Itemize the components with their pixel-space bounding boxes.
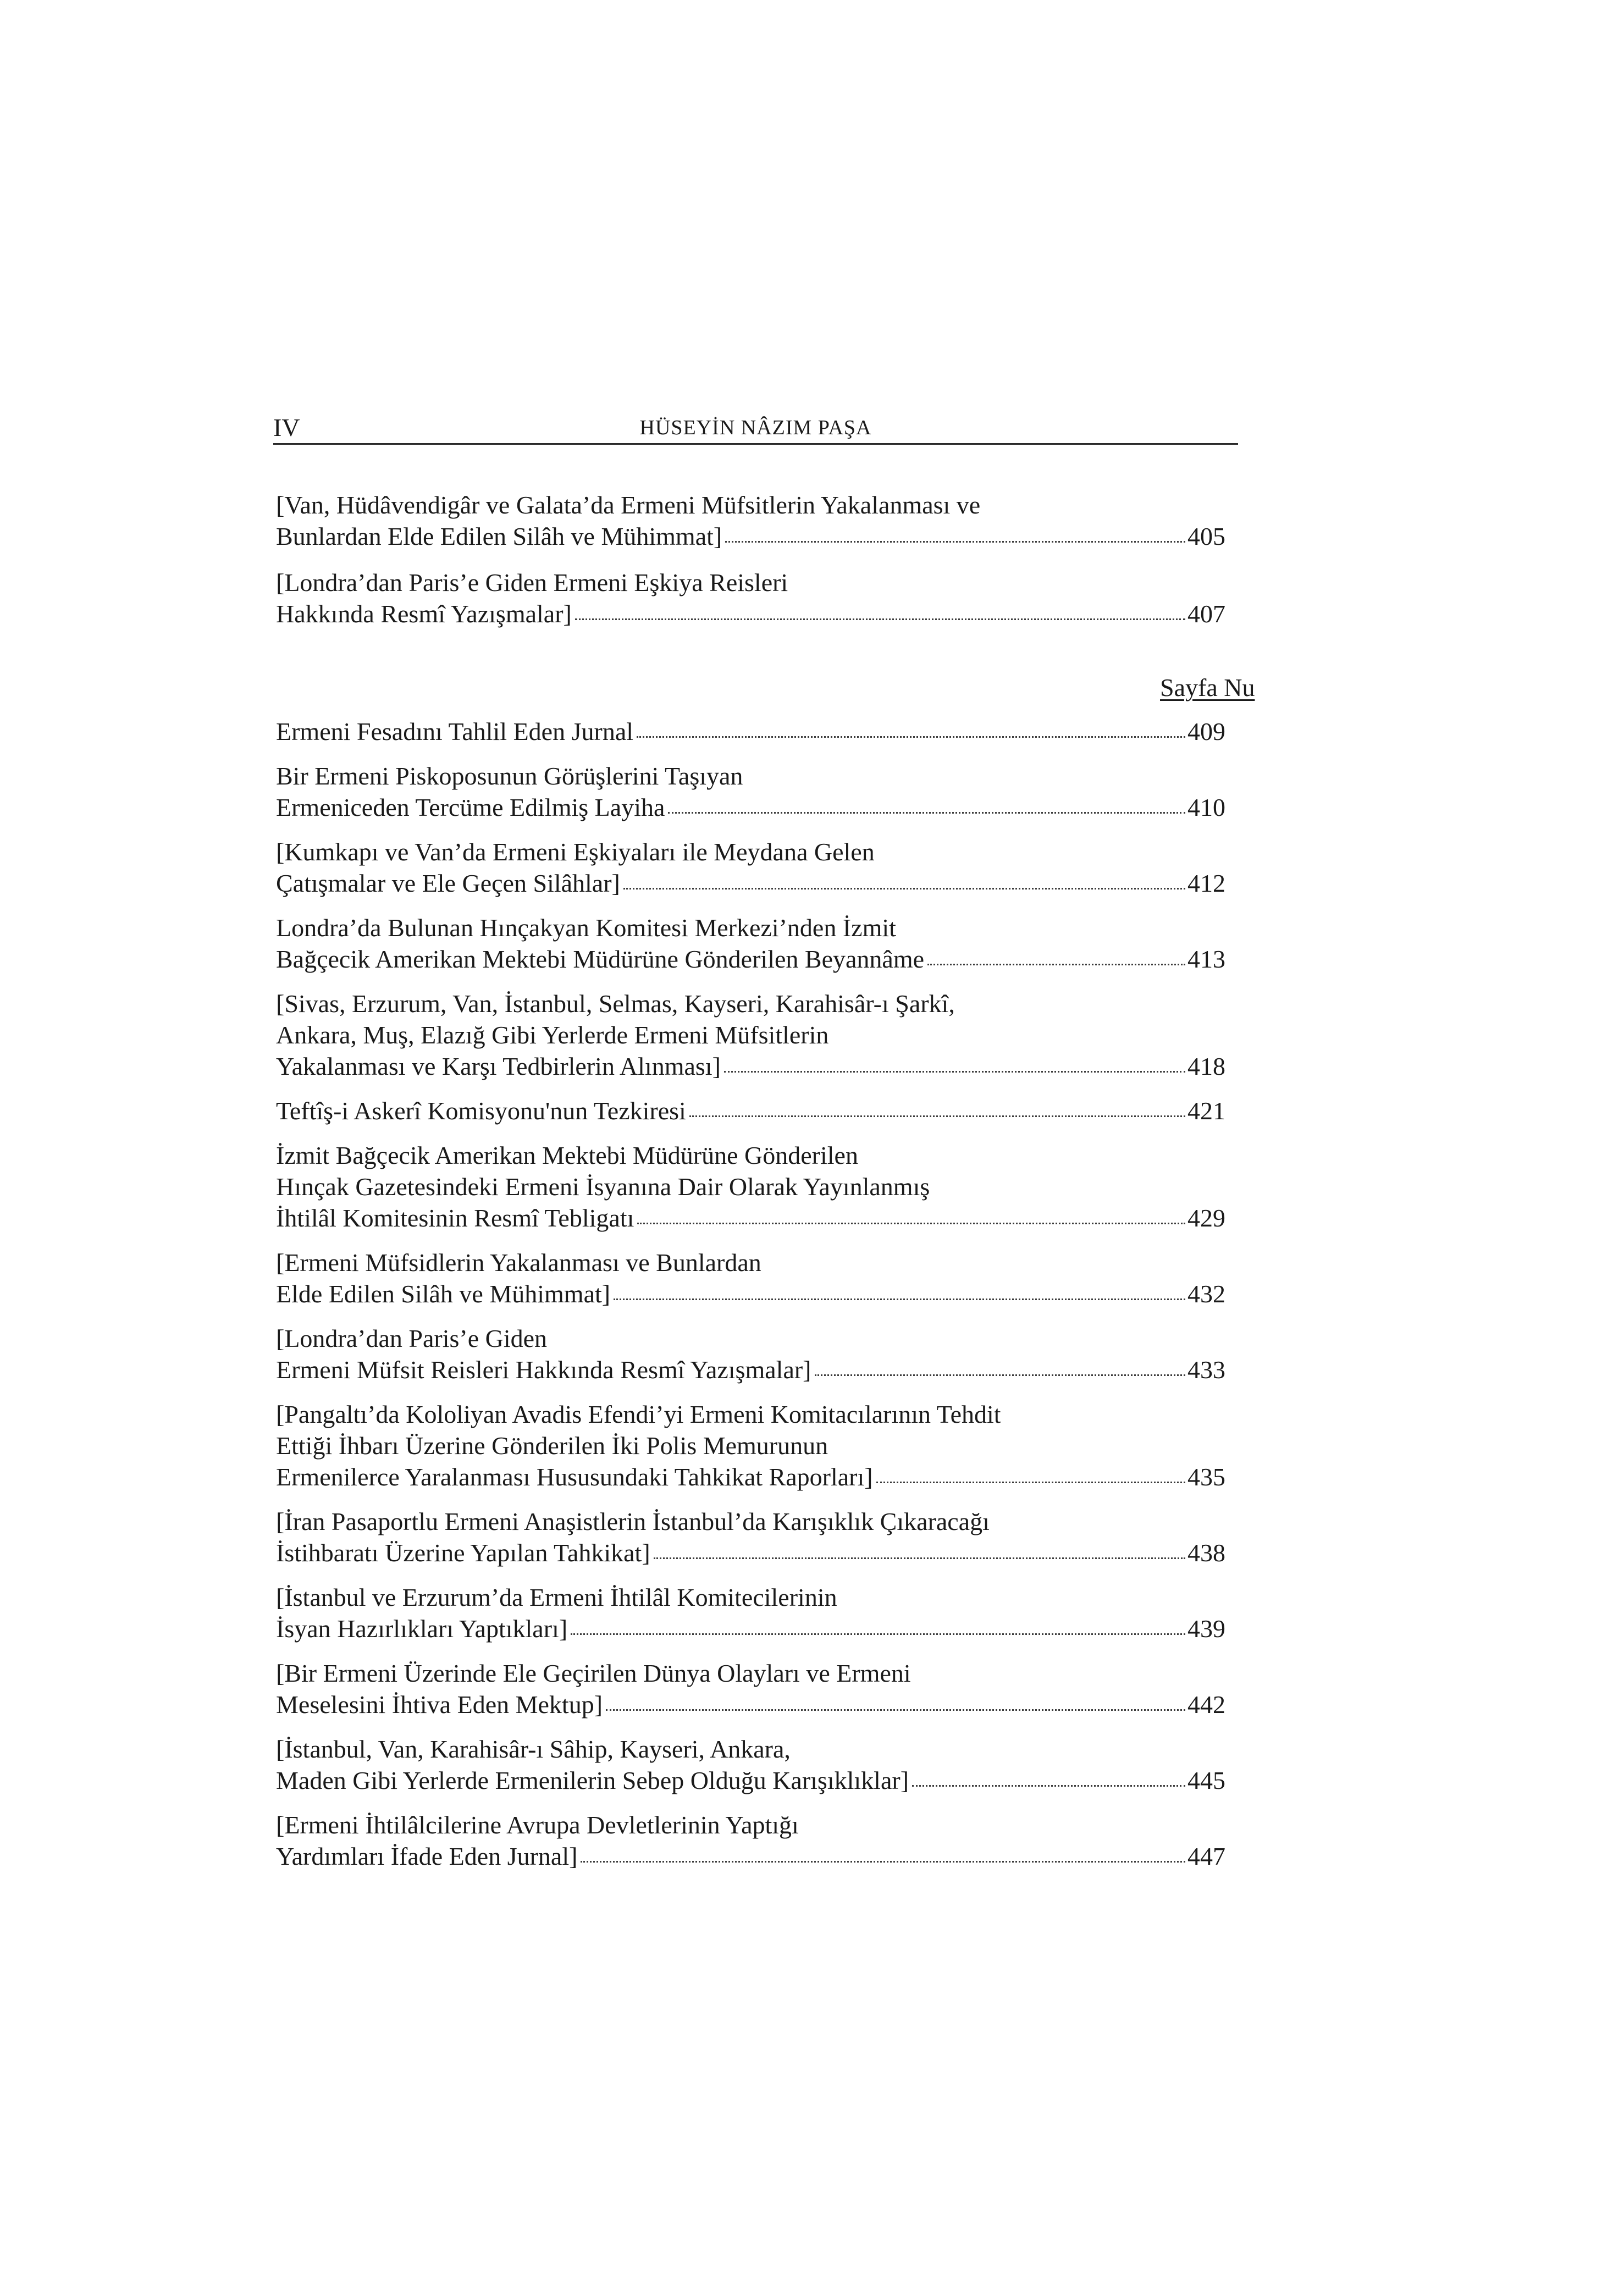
dot-leader bbox=[581, 1861, 1185, 1863]
toc-entry-title-line: [Londra’dan Paris’e Giden Ermeni Eşkiya Reisleri bbox=[276, 568, 788, 596]
toc-entry bbox=[276, 1247, 1225, 1310]
toc-entry-title-line: Ettiği İhbarı Üzerine Gönderilen İki Polis Memurunun bbox=[276, 1432, 828, 1460]
toc-entry-page-number: 435 bbox=[1187, 1463, 1225, 1491]
toc-entry-title-line: Ermeni Fesadını Tahlil Eden Jurnal bbox=[276, 717, 634, 745]
toc-entry-title-line: Ermeni Müfsit Reisleri Hakkında Resmî Yazışmalar] bbox=[276, 1356, 811, 1384]
toc-entry bbox=[276, 716, 1225, 747]
toc-entry-page-number: 405 bbox=[1187, 522, 1225, 550]
toc-entry-page-number: 439 bbox=[1187, 1615, 1225, 1643]
dot-leader bbox=[927, 964, 1185, 965]
toc-entry-title-line: [İstanbul, Van, Karahisâr-ı Sâhip, Kayseri, Ankara, bbox=[276, 1735, 791, 1763]
toc-entry-title-line: İstihbaratı Üzerine Yapılan Tahkikat] bbox=[276, 1539, 650, 1567]
toc-entry-page-number: 433 bbox=[1187, 1356, 1225, 1384]
dot-leader bbox=[637, 1223, 1185, 1224]
toc-entry bbox=[276, 489, 1225, 552]
toc-entry-final-line bbox=[276, 943, 1225, 975]
dot-leader bbox=[614, 1299, 1185, 1300]
toc-entry-final-line bbox=[276, 598, 1225, 629]
toc-entry bbox=[276, 1657, 1225, 1720]
toc-entry-page-number: 442 bbox=[1187, 1690, 1225, 1719]
running-head: HÜSEYİN NÂZIM PAŞA bbox=[639, 416, 872, 439]
toc-entry bbox=[276, 1140, 1225, 1234]
toc-entry-title-line: [Ermeni İhtilâlcilerine Avrupa Devletlerinin Yaptığı bbox=[276, 1811, 799, 1839]
toc-entry-title-line: [Van, Hüdâvendigâr ve Galata’da Ermeni Müfsitlerin Yakalanması ve bbox=[276, 491, 981, 519]
toc-entry-title-line: Bir Ermeni Piskoposunun Görüşlerini Taşıyan bbox=[276, 762, 743, 790]
toc-entry-final-line bbox=[276, 1613, 1225, 1644]
toc-entry-title-line: [Sivas, Erzurum, Van, İstanbul, Selmas, Kayseri, Karahisâr-ı Şarkî, bbox=[276, 990, 955, 1018]
toc-entry-page-number: 409 bbox=[1187, 717, 1225, 745]
toc-entry-title-line: [Londra’dan Paris’e Giden bbox=[276, 1324, 548, 1352]
dot-leader bbox=[623, 888, 1185, 889]
dot-leader bbox=[575, 618, 1185, 620]
toc-entry-title-line: Yardımları İfade Eden Jurnal] bbox=[276, 1842, 578, 1870]
toc-entry-page-number: 438 bbox=[1187, 1539, 1225, 1567]
toc-entry-title-line: Meselesini İhtiva Eden Mektup] bbox=[276, 1690, 603, 1719]
toc-entry-title-line: [Bir Ermeni Üzerinde Ele Geçirilen Dünya Olayları ve Ermeni bbox=[276, 1659, 911, 1687]
dot-leader bbox=[637, 736, 1185, 738]
toc-entry-title-line: Bağçecik Amerikan Mektebi Müdürüne Gönderilen Beyannâme bbox=[276, 945, 925, 973]
dot-leader bbox=[912, 1785, 1185, 1787]
toc-entry-page-number: 407 bbox=[1187, 600, 1225, 628]
toc-entry bbox=[276, 567, 1225, 629]
dot-leader bbox=[668, 812, 1185, 814]
toc-entry-title-line: Ermenilerce Yaralanması Hususundaki Tahkikat Raporları] bbox=[276, 1463, 873, 1491]
toc-list bbox=[276, 716, 1225, 1872]
toc-entry bbox=[276, 1582, 1225, 1644]
toc-entry-final-line bbox=[276, 1095, 1225, 1126]
toc-entry-final-line bbox=[276, 1537, 1225, 1568]
toc-entry-final-line bbox=[276, 1841, 1225, 1872]
toc-entry bbox=[276, 760, 1225, 823]
toc-entry-title-line: Hınçak Gazetesindeki Ermeni İsyanına Dair Olarak Yayınlanmış bbox=[276, 1173, 930, 1201]
dot-leader bbox=[815, 1374, 1185, 1376]
toc-entry-page-number: 410 bbox=[1187, 793, 1225, 821]
toc-entry bbox=[276, 1323, 1225, 1385]
toc-entry-title-line: [Kumkapı ve Van’da Ermeni Eşkiyaları ile Meydana Gelen bbox=[276, 838, 875, 866]
toc-entry-page-number: 445 bbox=[1187, 1766, 1225, 1794]
dot-leader bbox=[571, 1633, 1185, 1635]
toc-entry-title-line: Çatışmalar ve Ele Geçen Silâhlar] bbox=[276, 869, 620, 897]
toc-entry-page-number: 432 bbox=[1187, 1280, 1225, 1308]
toc-entry-title-line: [İstanbul ve Erzurum’da Ermeni İhtilâl Komitecilerinin bbox=[276, 1583, 837, 1611]
dot-leader bbox=[606, 1709, 1185, 1711]
toc-entry-title-line: [İran Pasaportlu Ermeni Anaşistlerin İstanbul’da Karışıklık Çıkaracağı bbox=[276, 1507, 990, 1535]
toc-entry-final-line bbox=[276, 1278, 1225, 1310]
toc-entry-title-line: İhtilâl Komitesinin Resmî Tebligatı bbox=[276, 1204, 634, 1232]
toc-entry-final-line bbox=[276, 1051, 1225, 1082]
toc-entry-page-number: 418 bbox=[1187, 1052, 1225, 1080]
toc-entry-title-line: Elde Edilen Silâh ve Mühimmat] bbox=[276, 1280, 611, 1308]
page-number: IV bbox=[273, 413, 300, 441]
dot-leader bbox=[654, 1557, 1185, 1559]
toc-entry-final-line bbox=[276, 1461, 1225, 1493]
toc-entry-title-line: Londra’da Bulunan Hınçakyan Komitesi Merkezi’nden İzmit bbox=[276, 914, 896, 942]
toc-entry-title-line: İzmit Bağçecik Amerikan Mektebi Müdürüne Gönderilen bbox=[276, 1141, 858, 1169]
page-number-column-heading: Sayfa Nu bbox=[1160, 673, 1255, 701]
toc-entry-final-line bbox=[276, 1765, 1225, 1796]
toc-entry-page-number: 429 bbox=[1187, 1204, 1225, 1232]
toc-entry-title-line: Hakkında Resmî Yazışmalar] bbox=[276, 600, 572, 628]
toc-entry-final-line bbox=[276, 716, 1225, 747]
toc-entry-final-line bbox=[276, 1202, 1225, 1234]
toc-entry-title-line: Teftîş-i Askerî Komisyonu'nun Tezkiresi bbox=[276, 1097, 686, 1125]
toc-entry-title-line: Ankara, Muş, Elazığ Gibi Yerlerde Ermeni Müfsitlerin bbox=[276, 1021, 829, 1049]
toc-entry-page-number: 447 bbox=[1187, 1842, 1225, 1870]
toc-entry-page-number: 413 bbox=[1187, 945, 1225, 973]
toc-entry-final-line bbox=[276, 1354, 1225, 1385]
toc-entry-page-number: 421 bbox=[1187, 1097, 1225, 1125]
toc-entry-title-line: [Ermeni Müfsidlerin Yakalanması ve Bunlardan bbox=[276, 1248, 761, 1277]
toc-entry-title-line: Ermeniceden Tercüme Edilmiş Layiha bbox=[276, 793, 665, 821]
toc-entry bbox=[276, 1095, 1225, 1126]
toc-entry-final-line bbox=[276, 1689, 1225, 1720]
dot-leader bbox=[724, 1071, 1185, 1073]
toc-entry-title-line: Bunlardan Elde Edilen Silâh ve Mühimmat] bbox=[276, 522, 722, 550]
dot-leader bbox=[689, 1115, 1185, 1117]
toc-entry-final-line bbox=[276, 521, 1225, 552]
toc-entry-final-line bbox=[276, 868, 1225, 899]
toc-entry bbox=[276, 912, 1225, 975]
toc-entry-title-line: [Pangaltı’da Kololiyan Avadis Efendi’yi Ermeni Komitacılarının Tehdit bbox=[276, 1400, 1001, 1428]
page-header bbox=[273, 412, 1238, 445]
toc-entry bbox=[276, 988, 1225, 1082]
toc-list-continued bbox=[276, 489, 1225, 629]
toc-entry-title-line: Maden Gibi Yerlerde Ermenilerin Sebep Olduğu Karışıklıklar] bbox=[276, 1766, 909, 1794]
toc-entry bbox=[276, 1399, 1225, 1493]
toc-entry bbox=[276, 1809, 1225, 1872]
toc-entry bbox=[276, 836, 1225, 899]
dot-leader bbox=[725, 541, 1185, 543]
toc-entry-title-line: İsyan Hazırlıkları Yaptıkları] bbox=[276, 1615, 568, 1643]
toc-entry bbox=[276, 1733, 1225, 1796]
toc-entry-page-number: 412 bbox=[1187, 869, 1225, 897]
toc-entry-title-line: Yakalanması ve Karşı Tedbirlerin Alınması] bbox=[276, 1052, 721, 1080]
toc-entry-final-line bbox=[276, 792, 1225, 823]
dot-leader bbox=[876, 1482, 1185, 1483]
toc-entry bbox=[276, 1506, 1225, 1568]
